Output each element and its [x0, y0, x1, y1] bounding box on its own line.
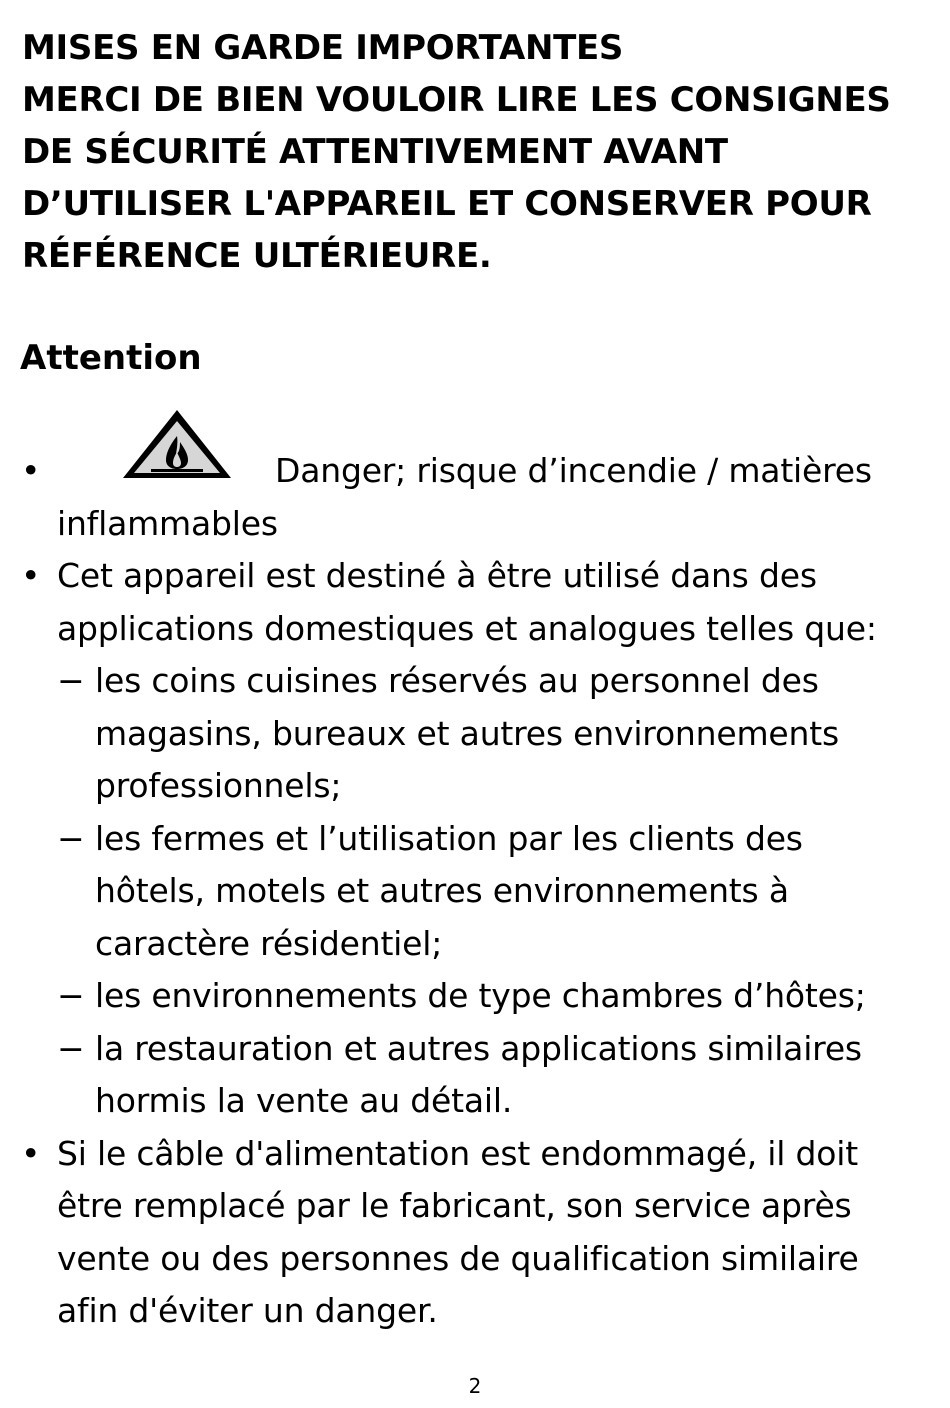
sub-item-guest-rooms [57, 970, 950, 1023]
sub-item-line: la restauration et autres applications similaires [95, 1028, 862, 1068]
heading-line: RÉFÉRENCE ULTÉRIEURE. [22, 236, 492, 276]
fire-warning-text-cont: inflammables [57, 503, 278, 543]
heading-line: DE SÉCURITÉ ATTENTIVEMENT AVANT [22, 132, 728, 172]
bullet-marker: • [21, 451, 41, 490]
heading-line: MISES EN GARDE IMPORTANTES [22, 28, 624, 68]
sub-item-line: magasins, bureaux et autres environnements [95, 713, 839, 753]
usage-sub-list [57, 655, 950, 1128]
sub-item-line: professionnels; [95, 766, 342, 805]
list-item-fire-warning [0, 445, 950, 550]
sub-item-catering [57, 1023, 950, 1128]
usage-text-line: Cet appareil est destiné à être utilisé dans des [57, 556, 817, 595]
safety-heading [22, 22, 922, 282]
cable-text-line: vente ou des personnes de qualification similaire [57, 1238, 859, 1278]
usage-text-line: applications domestiques et analogues telles que: [57, 608, 877, 648]
cable-text-line: Si le câble d'alimentation est endommagé, il doit [57, 1133, 858, 1173]
page-number: 2 [468, 1374, 482, 1398]
dash-marker: − [57, 1028, 85, 1068]
cable-text-line: afin d'éviter un danger. [57, 1291, 438, 1330]
dash-marker: − [57, 661, 85, 700]
sub-item-line: les coins cuisines réservés au personnel des [95, 661, 819, 700]
flammable-warning-icon [119, 408, 235, 482]
dash-marker: − [57, 976, 85, 1015]
attention-title: Attention [20, 338, 202, 378]
heading-line: D’UTILISER L'APPAREIL ET CONSERVER POUR [22, 184, 872, 224]
list-item-usage [0, 550, 950, 1128]
heading-line: MERCI DE BIEN VOULOIR LIRE LES CONSIGNES [22, 80, 891, 120]
sub-item-line: caractère résidentiel; [95, 923, 443, 963]
warning-row [57, 445, 950, 498]
bullet-marker: • [21, 1133, 41, 1173]
sub-item-line: les fermes et l’utilisation par les clients des [95, 818, 803, 858]
sub-item-line: hôtels, motels et autres environnements à [95, 871, 789, 910]
list-item-power-cable [0, 1128, 950, 1338]
fire-warning-text: Danger; risque d’incendie / matières [275, 451, 872, 490]
sub-item-line: les environnements de type chambres d’hôtes; [95, 976, 866, 1015]
dash-marker: − [57, 818, 85, 858]
bullet-marker: • [21, 556, 41, 595]
safety-list [0, 445, 950, 1338]
cable-text-line: être remplacé par le fabricant, son service après [57, 1186, 852, 1225]
sub-item-kitchen [57, 655, 950, 813]
sub-item-line: hormis la vente au détail. [95, 1081, 513, 1120]
sub-item-farms [57, 813, 950, 971]
